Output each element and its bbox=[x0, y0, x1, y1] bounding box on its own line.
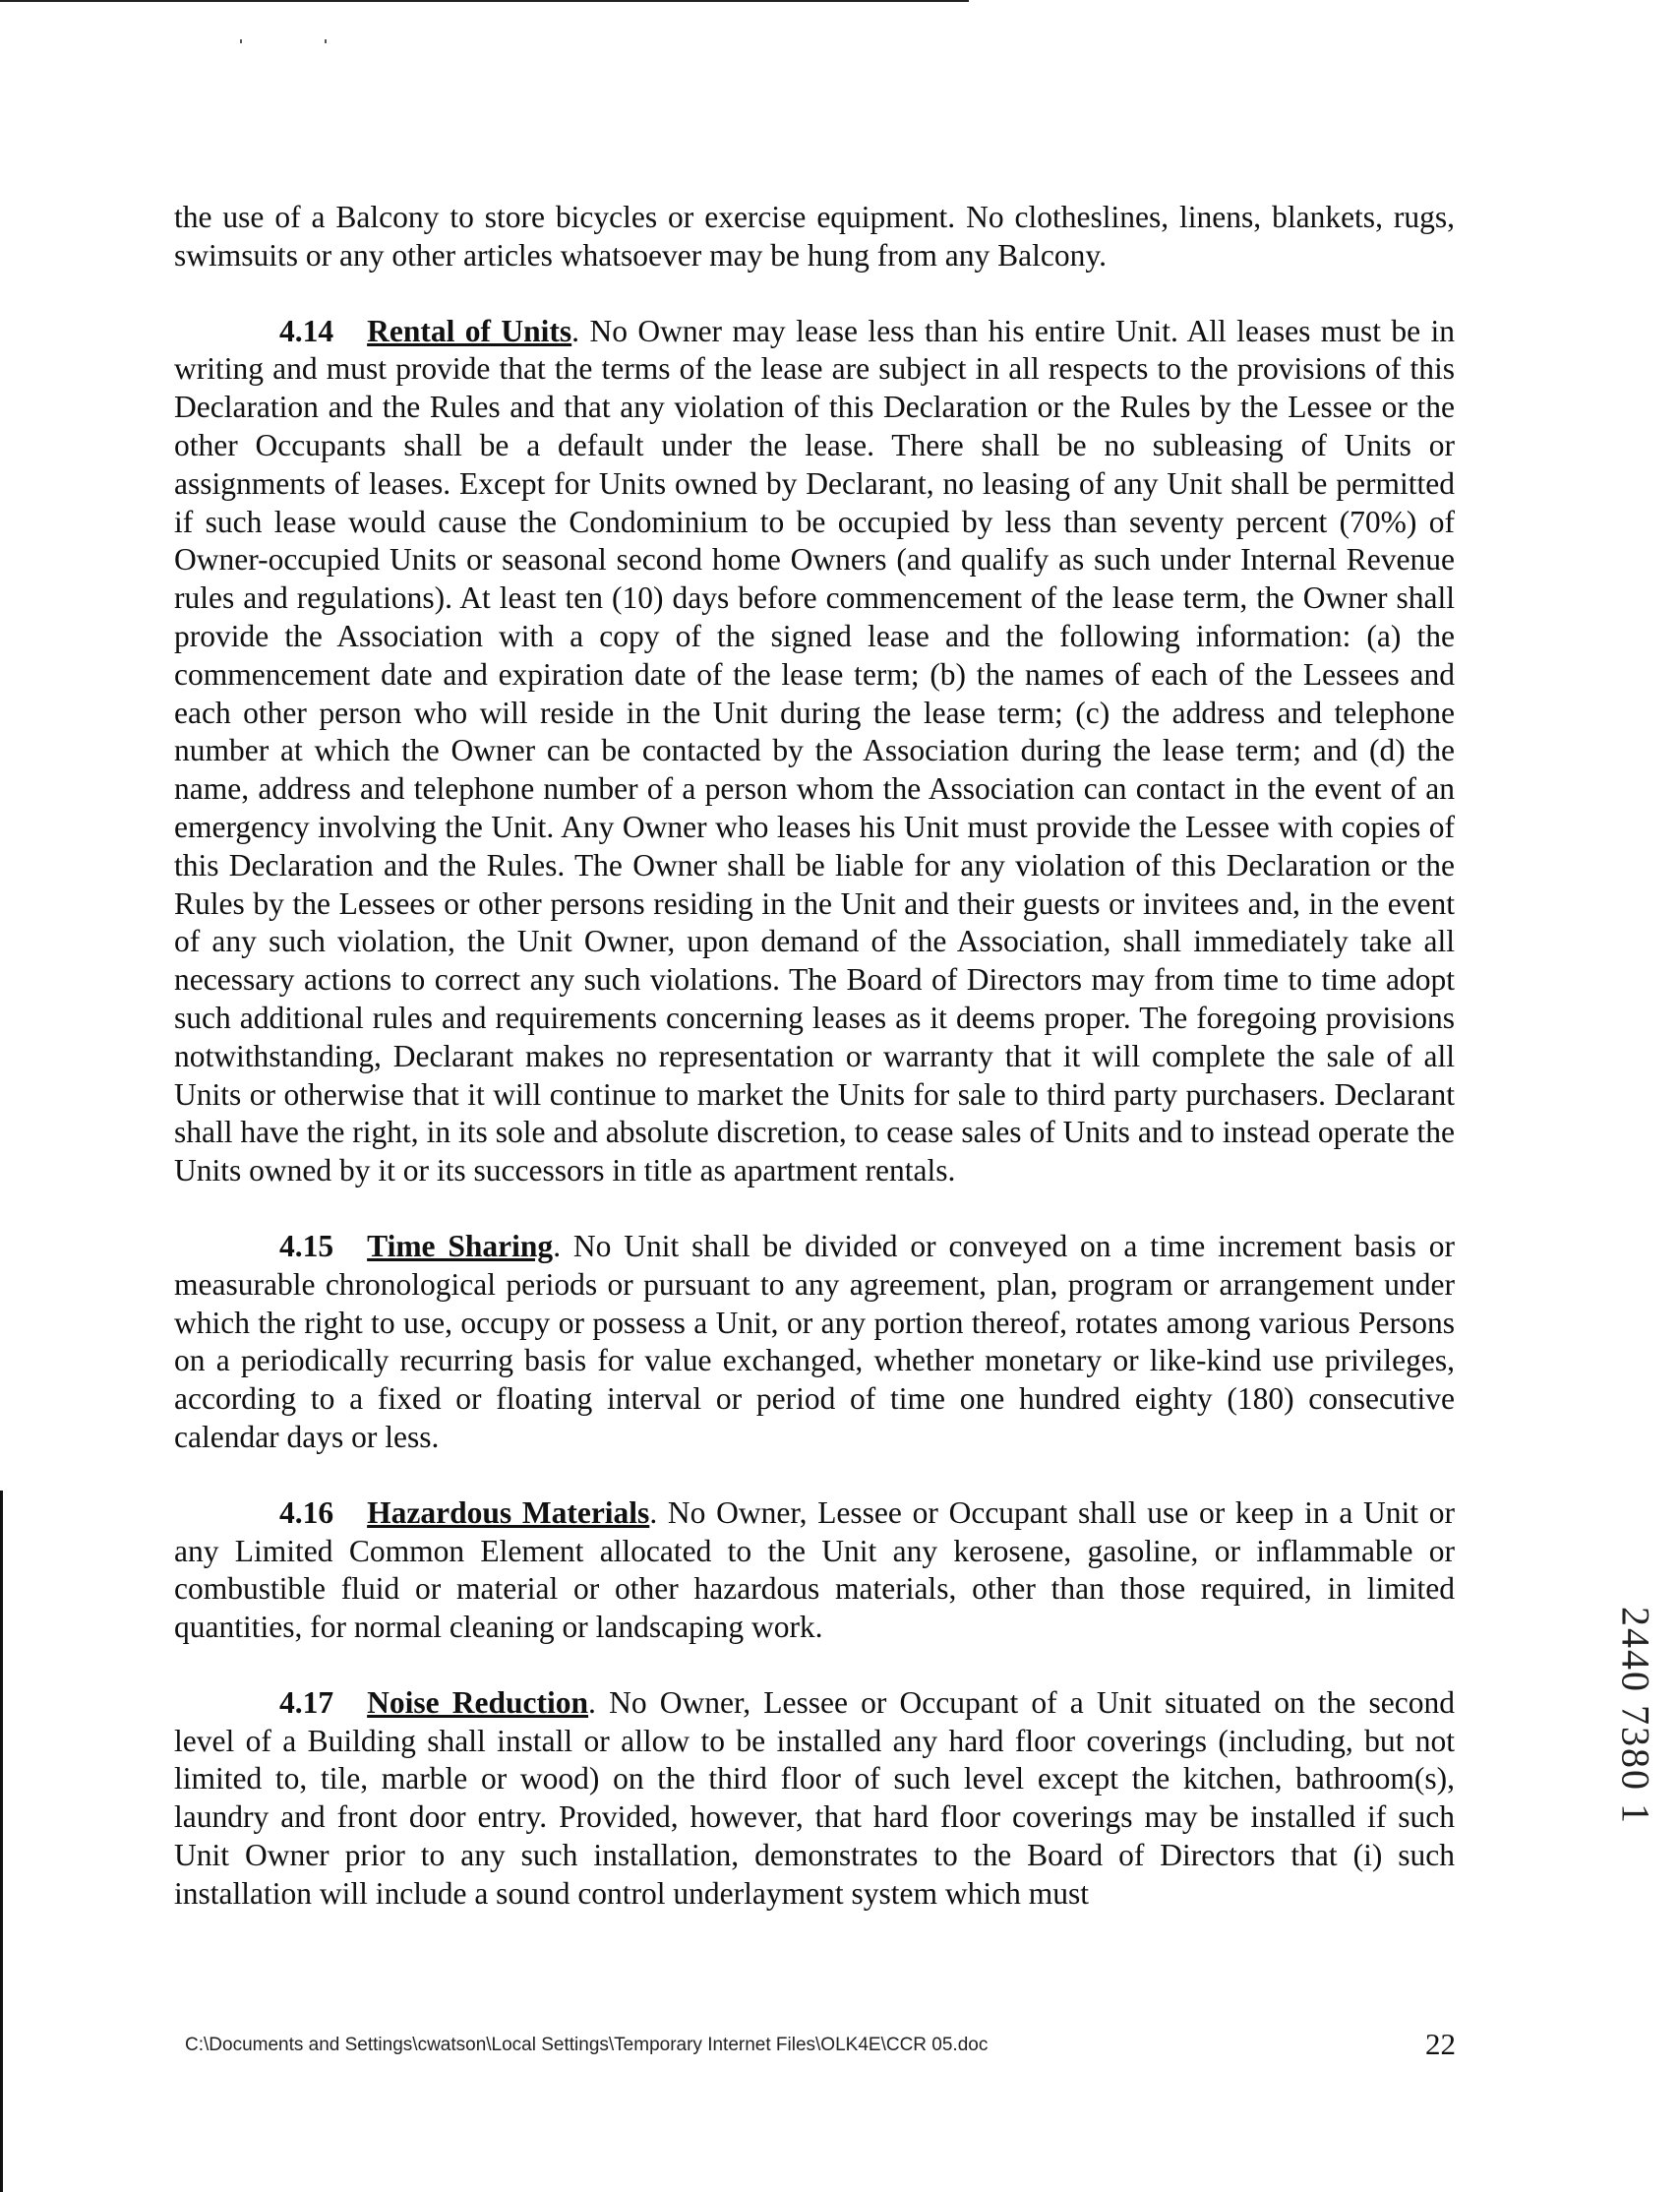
recording-number: 2440 7380 1 bbox=[1613, 1607, 1658, 1825]
document-body bbox=[174, 199, 1455, 1951]
section-body: . No Owner, Lessee or Occupant of a Unit situated on the second level of a Building shall install or allow to be installed any hard floor coverings (including, but not limited to, tile, marble or wood) on the third floor of such level except the kitchen, bathroom(s), laundry and front door entry. Provided, however, that hard floor coverings may be installed if such Unit Owner prior to any such installation, demonstrates to the Board of Directors that (i) such installation will include a sound control underlayment system which must bbox=[174, 1684, 1456, 1911]
section-body: . No Owner may lease less than his entire Unit. All leases must be in writing and must provide that the terms of the lease are subject in all respects to the provisions of this Declaration and the Rules and that any violation of this Declaration or the Rules by the Lessee or the other Occupants shall be a default under the lease. There shall be no subleasing of Units or assignments of leases. Except for Units owned by Declarant, no leasing of any Unit shall be permitted if such lease would cause the Condominium to be occupied by less than seventy percent (70%) of Owner-occupied Units or seasonal second home Owners (and qualify as such under Internal Revenue rules and regulations). At least ten (10) days before commencement of the lease term, the Owner shall provide the Association with a copy of the signed lease and the following information: (a) the commencement date and expiration date of the lease term; (b) the names of each of the Lessees and each other person who will reside in the Unit during the lease term; (c) the address and telephone number at which the Owner can be contacted by the Association during the lease term; and (d) the name, address and telephone number of a person whom the Association can contact in the event of an emergency involving the Unit. Any Owner who leases his Unit must provide the Lessee with copies of this Declaration and the Rules. The Owner shall be liable for any violation of this Declaration or the Rules by the Lessees or other persons residing in the Unit and their guests or invitees and, in the event of any such violation, the Unit Owner, upon demand of the Association, shall immediately take all necessary actions to correct any such violations. The Board of Directors may from time to time adopt such additional rules and requirements concerning leases as it deems proper. The foregoing provisions notwithstanding, Declarant makes no representation or warranty that it will complete the sale of all Units or otherwise that it will continue to market the Units for sale to third party purchasers. Declarant shall have the right, in its sole and absolute discretion, to cease sales of Units and to instead operate the Units owned by it or its successors in title as apartment rentals. bbox=[174, 313, 1456, 1188]
page-number: 22 bbox=[1425, 2027, 1456, 2061]
section-title: Noise Reduction bbox=[367, 1684, 589, 1720]
section-number: 4.15 bbox=[279, 1228, 334, 1263]
section-4-15 bbox=[174, 1228, 1455, 1457]
section-title: Rental of Units bbox=[367, 313, 572, 348]
section-number: 4.17 bbox=[279, 1684, 334, 1720]
footer-file-path: C:\Documents and Settings\cwatson\Local Settings\Temporary Internet Files\OLK4E\CCR 05.doc bbox=[185, 2035, 989, 2055]
recording-stamp bbox=[1611, 1578, 1660, 1854]
intro-paragraph: the use of a Balcony to store bicycles or exercise equipment. No clotheslines, linens, blankets, rugs, swimsuits or any other articles whatsoever may be hung from any Balcony. bbox=[174, 200, 1455, 273]
section-title: Hazardous Materials bbox=[367, 1494, 650, 1530]
section-4-16 bbox=[174, 1494, 1455, 1647]
section-number: 4.16 bbox=[279, 1494, 334, 1530]
section-title: Time Sharing bbox=[367, 1228, 554, 1263]
section-body: . No Owner, Lessee or Occupant shall use or keep in a Unit or any Limited Common Element allocated to the Unit any kerosene, gasoline, or inflammable or combustible fluid or material or other hazardous materials, other than those required, in limited quantities, for normal cleaning or landscaping work. bbox=[174, 1494, 1455, 1645]
scan-speck bbox=[325, 39, 327, 43]
scan-edge-top bbox=[0, 0, 969, 2]
scan-edge-left bbox=[0, 1491, 3, 2192]
section-4-17 bbox=[174, 1684, 1455, 1914]
section-body: . No Unit shall be divided or conveyed on a time increment basis or measurable chronological periods or pursuant to any agreement, plan, program or arrangement under which the right to use, occupy or possess a Unit, or any portion thereof, rotates among various Persons on a periodically recurring basis for value exchanged, whether monetary or like-kind use privileges, according to a fixed or floating interval or period of time one hundred eighty (180) consecutive calendar days or less. bbox=[174, 1228, 1455, 1454]
section-number: 4.14 bbox=[279, 313, 334, 348]
section-4-14 bbox=[174, 313, 1455, 1190]
scan-speck bbox=[240, 39, 242, 43]
